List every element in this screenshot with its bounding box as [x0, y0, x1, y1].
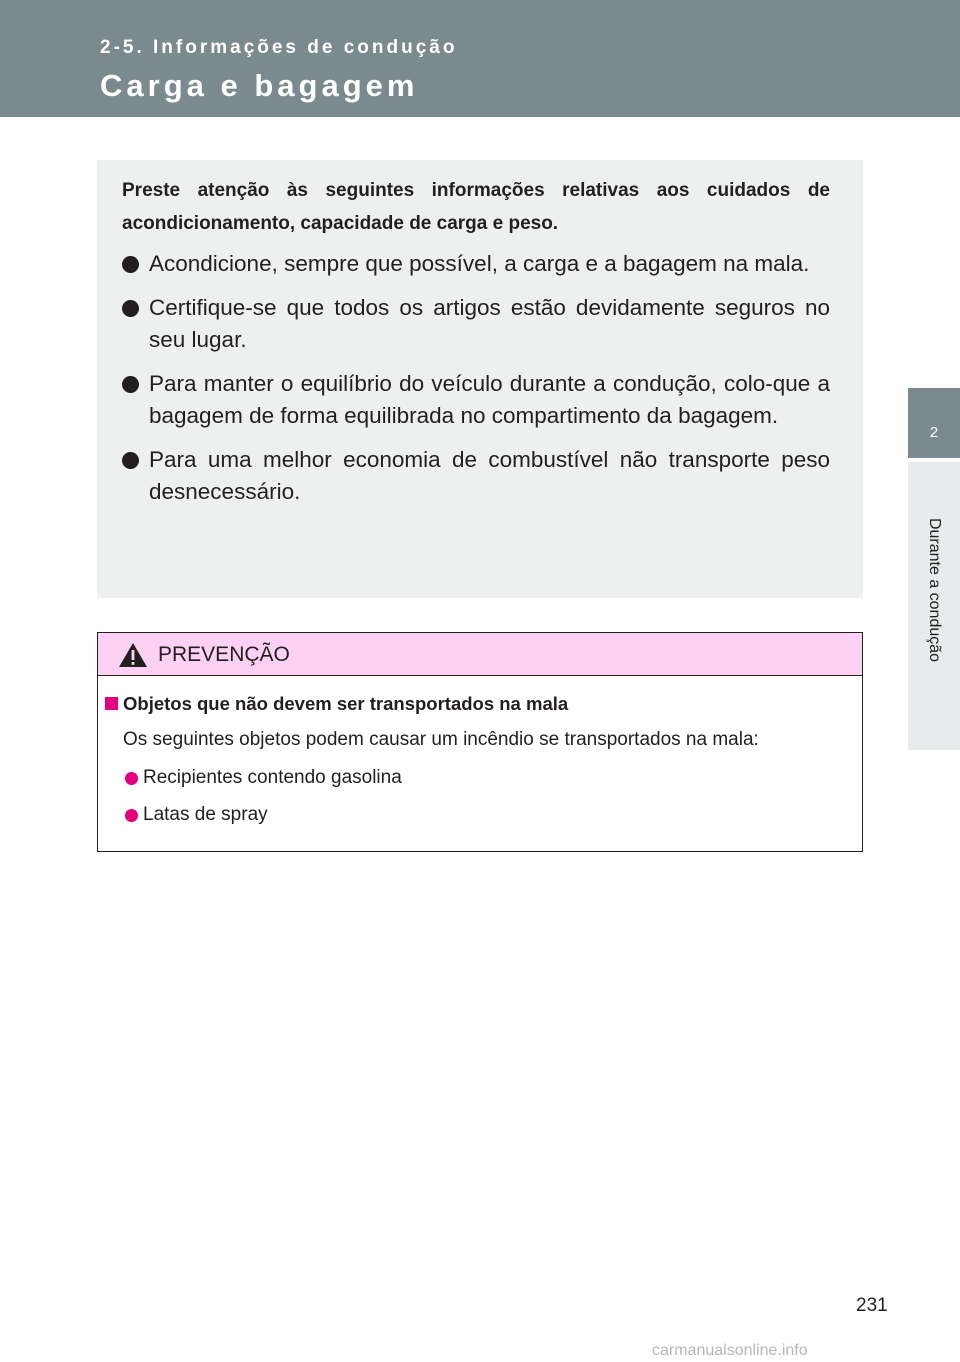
intro-item: Certifique-se que todos os artigos estão devidamente seguros no seu lugar.	[122, 292, 830, 357]
chapter-tab	[908, 388, 960, 458]
bullet-icon	[122, 452, 139, 469]
square-bullet-icon	[105, 697, 118, 710]
chapter-number: 2	[929, 424, 939, 441]
intro-item: Para uma melhor economia de combustível não transporte peso desnecessário.	[122, 444, 830, 509]
intro-item: Para manter o equilíbrio do veículo durante a condução, colo-que a bagagem de forma equilibrada no compartimento da bagagem.	[122, 368, 830, 433]
warning-title: PREVENÇÃO	[158, 643, 290, 666]
bullet-icon	[125, 809, 138, 822]
warning-heading: Objetos que não devem ser transportados na mala	[103, 692, 862, 716]
bullet-icon	[122, 256, 139, 273]
intro-item: Acondicione, sempre que possível, a carga e a bagagem na mala.	[122, 248, 830, 281]
intro-text: Preste atenção às seguintes informações relativas aos cuidados de acondicionamento, capacidade de carga e peso.	[122, 180, 830, 234]
bullet-icon	[122, 376, 139, 393]
watermark: carmanualsonline.info	[652, 1342, 808, 1359]
section-label: 2-5. Informações de condução	[100, 37, 458, 58]
chapter-label: Durante a condução	[926, 517, 943, 663]
warning-triangle-icon	[118, 642, 148, 668]
page-title: Carga e bagagem	[100, 68, 419, 103]
warning-box	[97, 632, 863, 852]
warning-item: Recipientes contendo gasolina	[103, 766, 862, 790]
intro-box	[97, 160, 863, 598]
warning-header	[98, 633, 862, 676]
bullet-icon	[122, 300, 139, 317]
page-number: 231	[856, 1295, 888, 1316]
warning-text: Os seguintes objetos podem causar um incêndio se transportados na mala:	[123, 729, 759, 750]
warning-item: Latas de spray	[103, 803, 862, 827]
bullet-icon	[125, 772, 138, 785]
warning-body	[98, 676, 862, 827]
page-header	[0, 0, 960, 117]
